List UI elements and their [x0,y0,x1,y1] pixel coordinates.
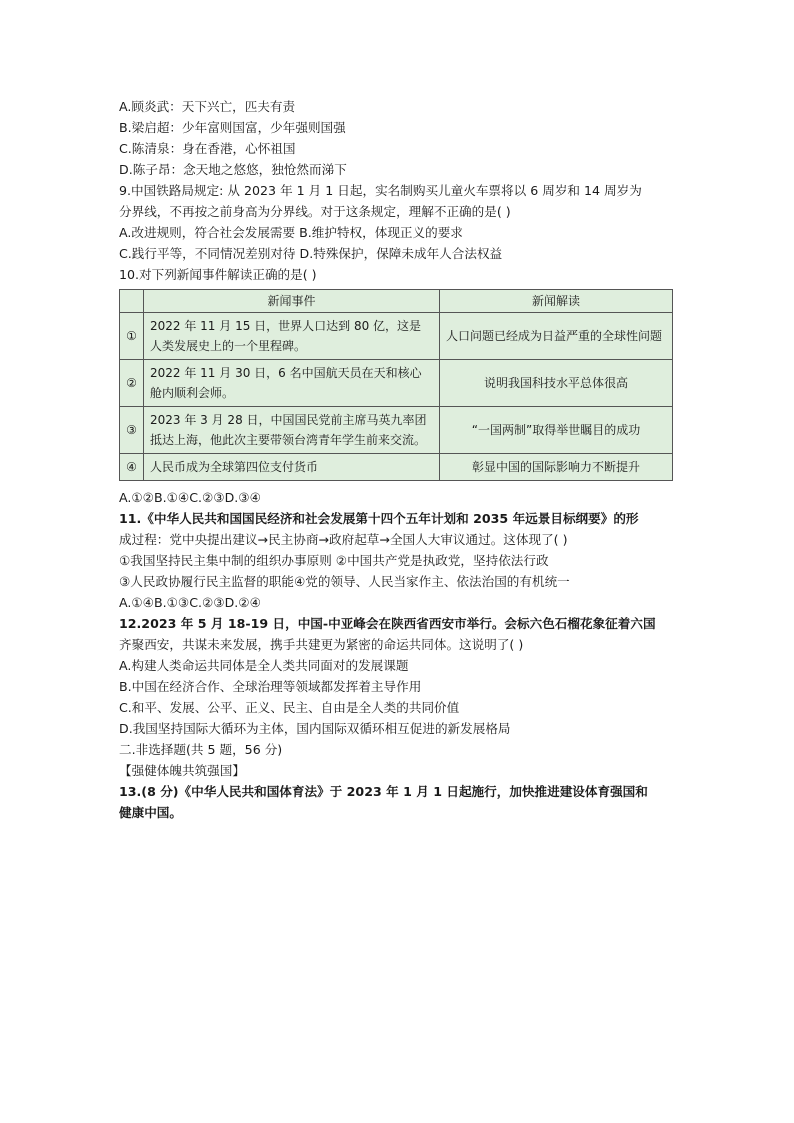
row-event: 2023 年 3 月 28 日，中国国民党前主席马英九率团抵达上海，他此次主要带领台湾青年学生前来交流。 [144,407,440,454]
q8-option-c: C.陈清泉：身在香港，心怀祖国 [119,141,296,156]
section-2-title: 二.非选择题(共 5 题，56 分) [119,742,283,757]
q8-option-d: D.陈子昂：念天地之悠悠，独怆然而涕下 [119,162,347,177]
q12-option-b: B.中国在经济合作、全球治理等领域都发挥着主导作用 [119,679,422,694]
table-row [120,407,673,454]
q12-option-a: A.构建人类命运共同体是全人类共同面对的发展课题 [119,658,409,673]
row-number: ② [120,360,144,407]
q9-stem-line-1: 9.中国铁路局规定: 从 2023 年 1 月 1 日起，实名制购买儿童火车票将以 6 周岁和 14 周岁为 [119,183,642,198]
table-row [120,313,673,360]
q8-option-a: A.顾炎武：天下兴亡，匹夫有责 [119,99,296,114]
q11-stem-line-1: 11.《中华人民共和国国民经济和社会发展第十四个五年计划和 2035 年远景目标纲要》的形 [119,511,639,526]
row-number: ③ [120,407,144,454]
section-2-subtitle: 【强健体魄共筑强国】 [119,763,245,778]
row-number: ① [120,313,144,360]
news-table [119,289,673,481]
q11-stem-line-2: 成过程：党中央提出建议→民主协商→政府起草→全国人大审议通过。这体现了( ) [119,532,568,547]
q13-stem-line-2: 健康中国。 [119,805,182,820]
q10-answers: A.①②B.①④C.②③D.③④ [119,490,261,505]
table-row [120,454,673,481]
question-9 [119,180,679,264]
q8-options [119,96,679,180]
question-11 [119,508,679,613]
section-2 [119,739,679,781]
q10-stem: 10.对下列新闻事件解读正确的是( ) [119,267,317,282]
row-event: 2022 年 11 月 15 日，世界人口达到 80 亿，这是人类发展史上的一个里程碑。 [144,313,440,360]
q12-option-d: D.我国坚持国际大循环为主体，国内国际双循环相互促进的新发展格局 [119,721,511,736]
table-row [120,360,673,407]
row-event: 人民币成为全球第四位支付货币 [144,454,440,481]
q12-stem-line-1: 12.2023 年 5 月 18-19 日，中国-中亚峰会在陕西省西安市举行。会标六色石榴花象征着六国 [119,616,656,631]
row-event: 2022 年 11 月 30 日，6 名中国航天员在天和核心舱内顺利会师。 [144,360,440,407]
header-news-event: 新闻事件 [144,290,440,313]
header-blank [120,290,144,313]
exam-page [119,96,679,823]
row-number: ④ [120,454,144,481]
q9-options-ab: A.改进规则，符合社会发展需要 B.维护特权，体现正义的要求 [119,225,463,240]
question-12 [119,613,679,739]
header-news-reading: 新闻解读 [440,290,673,313]
row-reading: “一国两制”取得举世瞩目的成功 [440,407,673,454]
q13-stem-line-1: 13.(8 分)《中华人民共和国体育法》于 2023 年 1 月 1 日起施行，加快推进建设体育强国和 [119,784,648,799]
row-reading: 说明我国科技水平总体很高 [440,360,673,407]
news-table-header [120,290,673,313]
q12-stem-line-2: 齐聚西安，共谋未来发展，携手共建更为紧密的命运共同体。这说明了( ) [119,637,524,652]
q12-option-c: C.和平、发展、公平、正义、民主、自由是全人类的共同价值 [119,700,460,715]
q11-answers: A.①④B.①③C.②③D.②④ [119,595,261,610]
q11-items-34: ③人民政协履行民主监督的职能④党的领导、人民当家作主、依法治国的有机统一 [119,574,570,589]
row-reading: 人口问题已经成为日益严重的全球性问题 [440,313,673,360]
question-13 [119,781,679,823]
question-10 [119,264,679,508]
row-reading: 彰显中国的国际影响力不断提升 [440,454,673,481]
q9-stem-line-2: 分界线，不再按之前身高为分界线。对于这条规定，理解不正确的是( ) [119,204,511,219]
q8-option-b: B.梁启超：少年富则国富，少年强则国强 [119,120,346,135]
q9-options-cd: C.践行平等，不同情况差别对待 D.特殊保护，保障未成年人合法权益 [119,246,503,261]
q11-items-12: ①我国坚持民主集中制的组织办事原则 ②中国共产党是执政党，坚持依法行政 [119,553,549,568]
